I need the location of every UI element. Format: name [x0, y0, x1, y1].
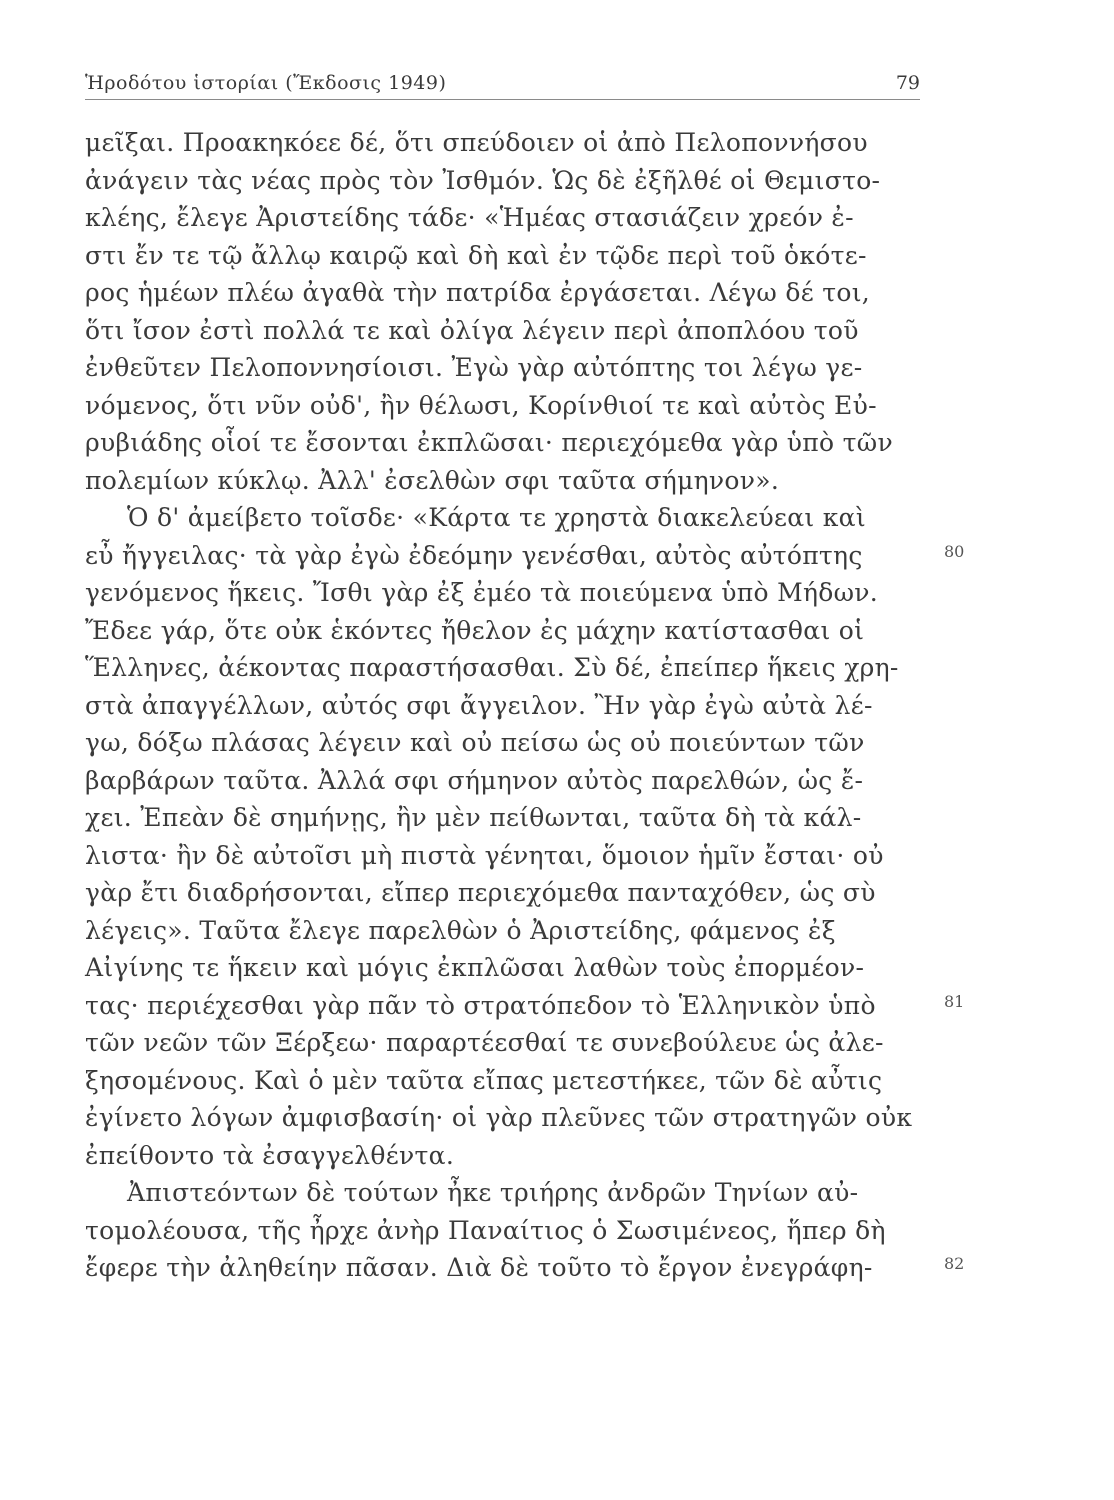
text-line-paragraph-start: Ἀπιστεόντων δὲ τούτων ἦκε τριήρης ἀνδρῶν Τηνίων αὐ-	[127, 1178, 859, 1207]
text-line: εὖ ἤγγειλας· τὰ γὰρ ἐγὼ ἐδεόμην γενέσθαι, αὐτὸς αὐτόπτης	[85, 540, 863, 570]
text-line: ἐγίνετο λόγων ἀμφισβασίη· οἱ γὰρ πλεῦνες τῶν στρατηγῶν οὐκ	[85, 1103, 913, 1132]
text-line: ὅτι ἴσον ἐστὶ πολλά τε καὶ ὀλίγα λέγειν περὶ ἀποπλόου τοῦ	[85, 315, 859, 345]
text-line: νόμενος, ὅτι νῦν οὐδ', ἢν θέλωσι, Κορίνθιοί τε καὶ αὐτὸς Εὐ-	[85, 390, 877, 420]
text-line: στὰ ἀπαγγέλλων, αὐτός σφι ἄγγειλον. Ἢν γὰρ ἐγὼ αὐτὰ λέ-	[85, 690, 873, 720]
text-line: στι ἔν τε τῷ ἄλλῳ καιρῷ καὶ δὴ καὶ ἐν τῷδε περὶ τοῦ ὁκότε-	[85, 240, 867, 270]
page-number: 79	[895, 72, 920, 94]
text-line: ξησομένους. Καὶ ὁ μὲν ταῦτα εἴπας μετεστήκεε, τῶν δὲ αὖτις	[85, 1065, 883, 1095]
header-rule	[85, 99, 920, 100]
text-line: ρυβιάδης οἷοί τε ἔσονται ἐκπλῶσαι· περιεχόμεθα γὰρ ὑπὸ τῶν	[85, 428, 893, 457]
text-line: βαρβάρων ταῦτα. Ἀλλά σφι σήμηνον αὐτὸς παρελθών, ὡς ἔ-	[85, 765, 864, 795]
running-header	[85, 72, 920, 98]
text-line: γενόμενος ἥκεις. Ἴσθι γὰρ ἐξ ἐμέο τὰ ποιεύμενα ὑπὸ Μήδων.	[85, 578, 879, 607]
text-line: πολεμίων κύκλῳ. Ἀλλ' ἐσελθὼν σφι ταῦτα σήμηνον».	[85, 465, 780, 495]
text-line: ἐπείθοντο τὰ ἐσαγγελθέντα.	[85, 1140, 455, 1170]
text-line: μεῖξαι. Προακηκόεε δέ, ὅτι σπεύδοιεν οἱ ἀπὸ Πελοποννήσου	[85, 128, 868, 157]
text-line: τῶν νεῶν τῶν Ξέρξεω· παραρτέεσθαί τε συνεβούλευε ὡς ἀλε-	[85, 1028, 884, 1057]
text-line: ἐνθεῦτεν Πελοποννησίοισι. Ἐγὼ γὰρ αὐτόπτης τοι λέγω γε-	[85, 353, 863, 382]
text-line: χει. Ἐπεὰν δὲ σημήνῃς, ἢν μὲν πείθωνται, ταῦτα δὴ τὰ κάλ-	[85, 803, 862, 832]
text-body	[85, 124, 935, 1287]
section-number: 81	[944, 992, 965, 1011]
text-line: γὰρ ἔτι διαδρήσονται, εἴπερ περιεχόμεθα πανταχόθεν, ὡς σὺ	[85, 878, 876, 907]
text-line-paragraph-start: Ὁ δ' ἀμείβετο τοῖσδε· «Κάρτα τε χρηστὰ διακελεύεαι καὶ	[127, 503, 866, 532]
text-line: ἀνάγειν τὰς νέας πρὸς τὸν Ἰσθμόν. Ὡς δὲ ἐξῆλθέ οἱ Θεμιστο-	[85, 165, 881, 195]
text-line: κλέης, ἔλεγε Ἀριστείδης τάδε· «Ἡμέας στασιάζειν χρεόν ἐ-	[85, 203, 854, 232]
text-line: ἔφερε τὴν ἀληθείην πᾶσαν. Διὰ δὲ τοῦτο τὸ ἔργον ἐνεγράφη-	[85, 1253, 873, 1282]
text-line: τομολέουσα, τῆς ἦρχε ἀνὴρ Παναίτιος ὁ Σωσιμένεος, ἥπερ δὴ	[85, 1215, 886, 1245]
section-number: 82	[944, 1254, 965, 1273]
section-number: 80	[944, 542, 965, 561]
text-line: Ἕλληνες, ἀέκοντας παραστήσασθαι. Σὺ δέ, ἐπείπερ ἥκεις χρη-	[85, 653, 899, 682]
text-line: γω, δόξω πλάσας λέγειν καὶ οὐ πείσω ὡς οὐ ποιεύντων τῶν	[85, 728, 865, 757]
text-line: Αἰγίνης τε ἥκειν καὶ μόγις ἐκπλῶσαι λαθὼν τοὺς ἐπορμέον-	[85, 953, 865, 982]
text-line: λιστα· ἢν δὲ αὐτοῖσι μὴ πιστὰ γένηται, ὅμοιον ἡμῖν ἔσται· οὐ	[85, 840, 884, 870]
text-line: Ἔδεε γάρ, ὅτε οὐκ ἑκόντες ἤθελον ἐς μάχην κατίστασθαι οἱ	[85, 615, 865, 645]
text-line: τας· περιέχεσθαι γὰρ πᾶν τὸ στρατόπεδον τὸ Ἑλληνικὸν ὑπὸ	[85, 990, 876, 1020]
text-line: λέγεις». Ταῦτα ἔλεγε παρελθὼν ὁ Ἀριστείδης, φάμενος ἐξ	[85, 915, 836, 945]
text-line: ρος ἡμέων πλέω ἀγαθὰ τὴν πατρίδα ἐργάσεται. Λέγω δέ τοι,	[85, 278, 871, 307]
running-head-title: Ἡροδότου ἱστορίαι (Ἔκδοσις 1949)	[85, 72, 447, 94]
